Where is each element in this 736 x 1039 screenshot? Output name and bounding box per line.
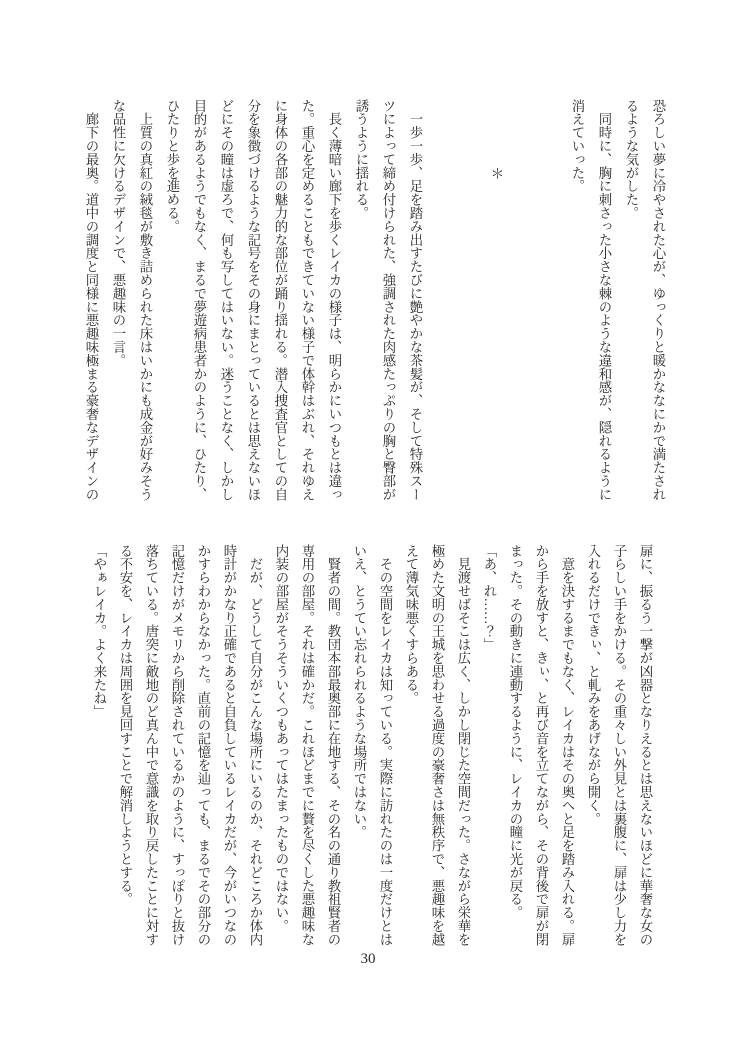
text-line: 同時に、胸に刺さった小さな棘のような違和感が、隠れるように [597, 99, 612, 501]
text-line: 長く薄暗い廊下を歩くレイカの様子は、明らかにいつもとは違っ [327, 99, 342, 501]
text-line: に身体の各部の魅力的な部位が踊り揺れる。潜入捜査官としての自 [273, 99, 288, 501]
text-line: えて薄気味悪くすらある。 [404, 544, 419, 705]
text-line: から手を放すと、きぃ、と再び音を立てながら、その背後で扉が閉 [534, 544, 549, 946]
text-line: 「やぁレイカ。よく来たね」 [92, 544, 107, 719]
text-line [510, 99, 537, 505]
page-number: 30 [360, 951, 376, 967]
text-line: その空間をレイカは知っている。実際に訪れたのは一度だけとは [378, 544, 393, 946]
text-line: ツによって締め付けられた、強調された肉感たっぷりの胸と臀部が [381, 99, 396, 501]
text-line: 扉に、振るう一撃が凶器となりえるとは思えないほどに華奢な女の [638, 544, 653, 946]
text-line [537, 99, 564, 505]
text-line: 落ちている。唐突に敵地のど真ん中で意識を取り戻したことに対す [144, 544, 159, 946]
text-line: ひたりと歩を進める。 [165, 99, 180, 233]
text-line: 一歩一歩、足を踏み出すたびに艶やかな茶髪が、そして特殊スー [408, 99, 423, 501]
text-line: 目的があるようでもなく、まるで夢遊病患者かのように、ひたり、 [192, 99, 207, 501]
text-line: 廊下の最奥。道中の調度と同様に悪趣味極まる豪奢なデザインの [84, 99, 99, 501]
text-line: 恐ろしい夢に冷やされた心が、ゆっくりと暖かななにかで満たされ [651, 99, 666, 501]
text-line: いえ、とうてい忘れられるような場所ではない。 [352, 544, 367, 839]
text-line: 賢者の間。教団本部最奥部に在地する、その名の通り教祖賢者の [326, 544, 341, 946]
text-line: 内装の部屋がそうそういくつもあってはたまったものではない。 [274, 544, 289, 933]
text-line: 見渡せばそこは広く、しかし閉じた空間だった。さながら栄華を [456, 544, 471, 946]
text-line: 子らしい手をかける。その重々しい外見とは裏腹に、扉は少し力を [612, 544, 627, 946]
text-line: 消えていった。 [570, 99, 585, 193]
text-line: どにその瞳は虚ろで、何も写してはいない。迷うことなく、しかし [219, 99, 234, 501]
text-line: 記憶だけがメモリから削除されているかのように、すっぽりと抜け [170, 544, 185, 946]
text-line: 分を象徴づけるような記号をその身にまとっているとは思えないほ [246, 99, 261, 501]
text-line: 極めた文明の王城を思わせる過度の豪奢さは無秩序で、悪趣味を越 [430, 544, 445, 946]
text-line: まった。その動きに連動するように、レイカの瞳に光が戻る。 [508, 544, 523, 920]
text-line: だが、どうして自分がこんな場所にいるのか、それどころか体内 [248, 544, 263, 946]
text-line: るような気がした。 [624, 99, 639, 220]
text-line: 意を決するまでもなく、レイカはその奥へと足を踏み入れる。扉 [560, 544, 575, 946]
text-line: 上質の真紅の絨毯が敷き詰められた床はいかにも成金が好みそう [138, 99, 153, 501]
upper-text-block [78, 99, 672, 505]
text-line: る不安を、レイカは周囲を見回すことで解消しようとする。 [118, 544, 133, 906]
text-line: た。重心を定めることもできていない様子で体幹はぶれ、それゆえ [300, 99, 315, 501]
text-line: 入れるだけできぃ、と軋みをあげながら開く。 [586, 544, 601, 826]
text-line: 時計がかなり正確であると自負しているレイカだが、今がいつなの [222, 544, 237, 946]
text-line [429, 99, 456, 505]
text-line: 「あ、れ……？」 [482, 544, 497, 652]
text-line: かすらわからなかった。直前の記憶を辿っても、まるでその部分の [196, 544, 211, 946]
text-line: な品性に欠けるデザインで、悪趣味の一言。 [111, 99, 126, 367]
lower-text-block [86, 544, 658, 950]
text-line: ＊ [489, 167, 504, 181]
text-line: 専用の部屋。それは確かだ。これほどまでに贅を尽くした悪趣味な [300, 544, 315, 946]
text-line [456, 99, 483, 505]
text-line: 誘うように揺れる。 [354, 99, 369, 220]
